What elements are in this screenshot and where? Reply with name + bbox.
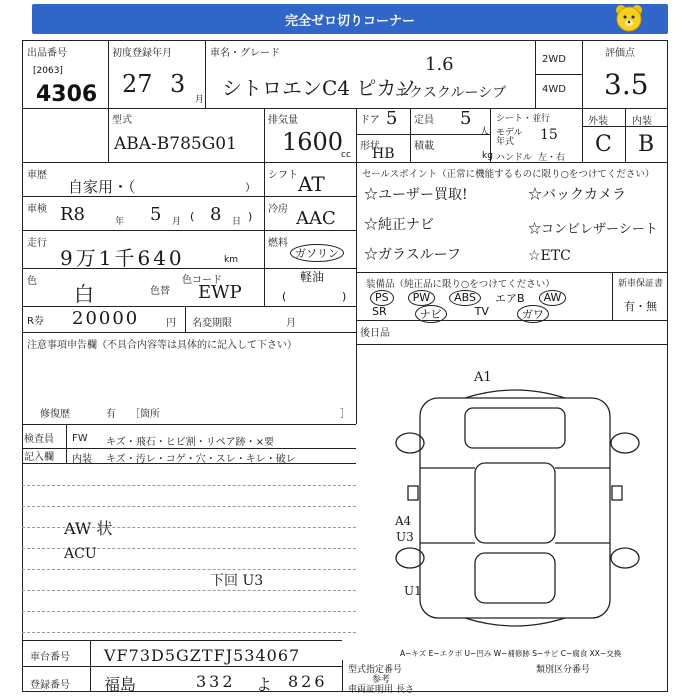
cert-label-2: 類別区分番号 [536, 665, 591, 675]
capacity-unit: 人 [480, 127, 490, 137]
inspection-month-suffix: 月 [172, 217, 182, 227]
chassis-label: 車台番号 [30, 652, 70, 663]
sales-point-3: ☆純正ナビ [364, 217, 434, 233]
equipment-tv: TV [474, 305, 489, 318]
cert-note: 参考 [372, 675, 391, 685]
repair-label: 修復歴 [40, 409, 70, 420]
repair-place: ［箇所 [130, 409, 160, 420]
damage-a1: A1 [474, 370, 492, 385]
equipment-navi: ナビ [415, 305, 447, 323]
history-value: 自家用・（ [68, 178, 136, 196]
registration-month-suffix: 月 [195, 95, 205, 105]
inspection-era: R8 [60, 204, 86, 225]
cert-label-3: 車両証明用 [348, 685, 394, 695]
repair-has: 有 [106, 409, 116, 420]
equipment-sr: SR [372, 305, 387, 318]
damage-a4: A4 [395, 514, 412, 528]
score-exterior: C [595, 132, 612, 157]
inspection-open-paren: ( [190, 210, 195, 223]
damage-u1: U1 [404, 584, 422, 598]
page-title: 完全ゼロ切りコーナー [284, 13, 415, 29]
aircon-label: 冷房 [268, 204, 288, 215]
car-damage-diagram [380, 368, 670, 638]
model-value: ABA-B785G01 [114, 134, 237, 154]
color-value: 白 [74, 282, 94, 306]
doors-value: 5 [386, 108, 398, 129]
deadline-label: 名変期限 [192, 318, 232, 329]
shift-value: AT [298, 172, 325, 196]
fuel-gasoline-circle: ガソリン [290, 244, 344, 262]
hood [465, 408, 565, 448]
sales-label: セールスポイント（正常に機能するものに限り○をつけてください） [362, 169, 655, 180]
mirror-right [612, 486, 622, 500]
lot-sub-number: [2063] [33, 66, 63, 76]
fuel-close-paren: ) [342, 290, 347, 303]
fuel-gasoline [290, 244, 344, 262]
mileage-unit: km [224, 255, 238, 265]
warranty-label: 新車保証書 [618, 279, 664, 289]
cert-sub-1: 長さ [396, 685, 415, 695]
cabin-roof [475, 463, 555, 543]
sales-point-6: ☆ETC [528, 248, 571, 264]
rear-bumper [465, 618, 565, 626]
lot-number: 4306 [36, 82, 98, 107]
deadline-unit: 月 [286, 318, 296, 329]
model-year-label: モデル年式 [496, 128, 523, 147]
inspection-label: 車検 [27, 204, 47, 215]
sales-point-5: ☆ガラスルーフ [364, 247, 461, 263]
inspection-close-paren: ) [248, 210, 253, 223]
capacity-label: 定員 [414, 115, 434, 126]
damage-legend: A−キズ E−エクボ U−凹み W−補修跡 S−サビ C−腐食 XX−交換 [400, 649, 622, 658]
note-lower: 下回 U3 [210, 573, 264, 589]
equipment-leather: ガワ [517, 305, 549, 323]
history-close: ） [245, 181, 256, 194]
damage-u3: U3 [396, 530, 414, 544]
plate-number: 826 [288, 672, 328, 691]
recycle-label: R券 [27, 316, 44, 327]
rear-items-label: 後日品 [360, 328, 390, 339]
aircon-value: AAC [296, 208, 336, 229]
mascot-bear-icon-right [612, 2, 646, 36]
doors-label: ドア [360, 115, 380, 126]
recycle-value: 20000 [72, 308, 140, 329]
equipment-airbag: エアB [495, 292, 525, 305]
drive-4wd: 4WD [542, 84, 566, 95]
registration-year: 27 [122, 70, 153, 98]
plate-class: 332 [196, 672, 236, 691]
chassis-value: VF73D5GZTFJ534067 [104, 646, 301, 665]
wheel-rear-right [611, 548, 639, 568]
repair-close: ］ [340, 409, 350, 420]
recycle-unit: 円 [166, 318, 176, 329]
sales-point-1: ☆ユーザー買取! [364, 187, 468, 203]
mirror-left [408, 486, 418, 500]
equipment-row-1 [370, 290, 566, 306]
inspection-day-suffix: 日 [232, 217, 242, 227]
inspector-label-1: 検査員 [24, 434, 54, 445]
note-aw: AW 状 [64, 519, 113, 538]
mileage-value: 9万1千640 [60, 246, 185, 270]
color-code-label: 色コード [182, 275, 222, 286]
color-label: 色 [27, 276, 37, 287]
inspector-row-2: キズ・汚レ・コゲ・穴・スレ・キレ・破レ [106, 454, 296, 465]
seats-label: シート・並行 [496, 114, 551, 124]
score-interior-label: 内装 [632, 116, 652, 127]
inspection-day: 8 [210, 204, 222, 225]
equipment-row-2 [372, 305, 549, 323]
trunk [475, 553, 555, 603]
plate-label: 登録番号 [30, 680, 70, 691]
page-title-banner [32, 4, 668, 34]
plate-kana: よ [256, 675, 273, 694]
car-name: シトロエンC4 ピカソ [222, 76, 417, 100]
mileage-label: 走行 [27, 238, 47, 249]
warranty-options: 有・無 [624, 300, 657, 313]
inspector-label-2: 記入欄 [24, 452, 54, 463]
inspector-row-1: キズ・飛石・ヒビ割・リペア跡・×要 [106, 437, 274, 448]
drive-2wd: 2WD [542, 54, 566, 65]
load-label: 積載 [414, 141, 434, 152]
shift-label: シフト [268, 170, 298, 181]
note-acu: ACU [64, 546, 97, 562]
equipment-abs: ABS [449, 290, 481, 306]
notes-label: 注意事項申告欄（不具合内容等は具体的に記入して下さい） [27, 340, 297, 351]
front-bumper [465, 390, 565, 398]
sales-point-2: ☆バックカメラ [528, 187, 626, 203]
score-interior: B [638, 132, 655, 157]
history-label: 車歴 [27, 170, 47, 181]
lot-label: 出品番号 [27, 48, 67, 59]
cert-label-1: 型式指定番号 [348, 665, 403, 675]
engine-label: 排気量 [268, 115, 298, 126]
sales-point-4: ☆コンビレザーシート [528, 222, 658, 237]
plate-region: 福島 [104, 675, 137, 694]
equipment-label: 装備品（純正品に限り○をつけてください） [366, 279, 555, 290]
registration-label: 初度登録年月 [112, 48, 172, 59]
equipment-aw: AW [539, 290, 567, 306]
car-grade: エクスクルーシブ [395, 85, 507, 101]
shape-label: 形状 [360, 141, 380, 152]
color-code: EWP [198, 282, 242, 303]
fuel-diesel: 軽油 [300, 270, 325, 284]
car-name-label: 車名・グレード [210, 48, 280, 59]
inspector-row-1-head: FW [72, 433, 88, 444]
color-replace-label: 色替 [150, 286, 170, 297]
inspection-year-suffix: 年 [115, 217, 125, 227]
load-unit: kg [482, 151, 493, 161]
handle-value: 左・右 [538, 153, 566, 163]
car-body-outline [420, 398, 610, 618]
model-year-value: 15 [540, 127, 558, 143]
model-label: 型式 [112, 115, 132, 126]
fuel-label: 燃料 [268, 238, 288, 249]
engine-unit: cc [341, 150, 351, 160]
equipment-ps: PS [370, 290, 394, 306]
score-exterior-label: 外装 [588, 116, 608, 127]
car-displacement-note: 1.6 [425, 54, 454, 75]
shape-value: HB [372, 146, 395, 162]
wheel-front-right [611, 433, 639, 453]
registration-month: 3 [170, 70, 186, 98]
capacity-value: 5 [460, 108, 472, 129]
equipment-pw: PW [408, 290, 436, 306]
handle-label: ハンドル [496, 153, 533, 163]
score-label: 評価点 [605, 48, 635, 59]
inspection-month: 5 [150, 204, 162, 225]
fuel-open-paren: ( [282, 290, 287, 303]
inspector-row-2-head: 内装 [72, 454, 92, 465]
score-value: 3.5 [604, 68, 649, 101]
engine-value: 1600 [282, 128, 344, 156]
